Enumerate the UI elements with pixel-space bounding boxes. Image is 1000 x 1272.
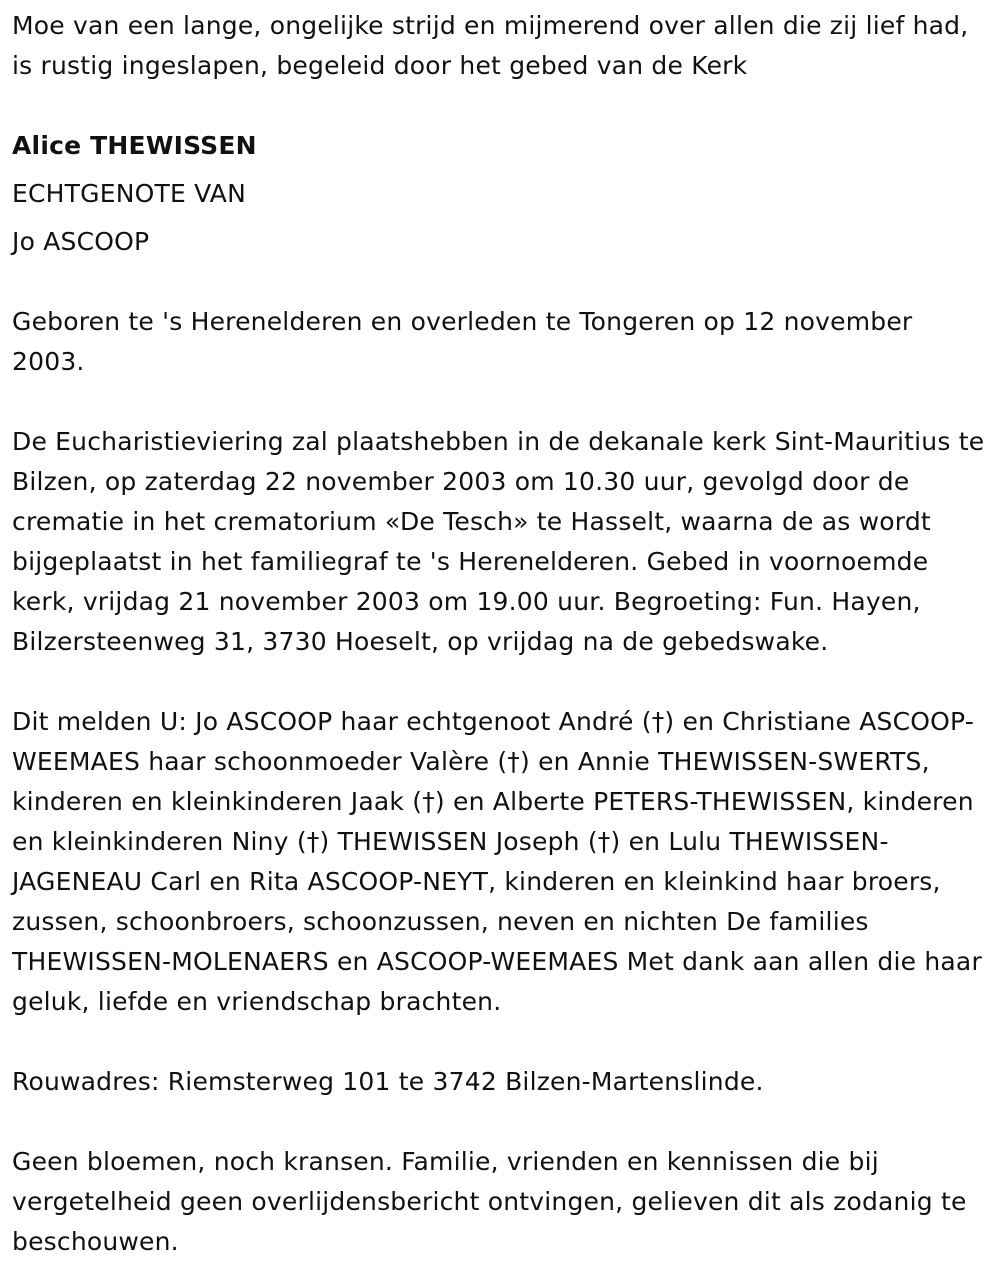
deceased-name: Alice THEWISSEN [12, 131, 257, 160]
mourning-address: Rouwadres: Riemsterweg 101 te 3742 Bilzen-Martenslinde. [12, 1067, 764, 1096]
intro-paragraph: Moe van een lange, ongelijke strijd en mijmerend over allen die zij lief had, is rustig ingeslapen, begeleid door het gebed van de Kerk [12, 11, 969, 80]
spouse-name: Jo ASCOOP [12, 227, 150, 256]
relation-label: ECHTGENOTE VAN [12, 179, 246, 208]
flowers-paragraph: Geen bloemen, noch kransen. Familie, vrienden en kennissen die bij vergetelheid geen overlijdensbericht ontvingen, gelieven dit als zodanig te beschouwen. [12, 1147, 967, 1256]
announcers-paragraph: Dit melden U: Jo ASCOOP haar echtgenoot André (†) en Christiane ASCOOP-WEEMAES haar schoonmoeder Valère (†) en Annie THEWISSEN-SWERTS, kinderen en kleinkinderen Jaak (†) en Alberte PETERS-THEWISSEN, kinderen en kleinkinderen Niny (†) THEWISSEN Joseph (†) en Lulu THEWISSEN-JAGENEAU Carl en Rita ASCOOP-NEYT, kinderen en kleinkind haar broers, zussen, schoonbroers, schoonzussen, neven en nichten De families THEWISSEN-MOLENAERS en ASCOOP-WEEMAES Met dank aan allen die haar geluk, liefde en vriendschap brachten. [12, 707, 982, 1016]
birth-death-paragraph: Geboren te 's Herenelderen en overleden te Tongeren op 12 november 2003. [12, 307, 913, 376]
ceremony-paragraph: De Eucharistieviering zal plaatshebben in de dekanale kerk Sint-Mauritius te Bilzen, op zaterdag 22 november 2003 om 10.30 uur, gevolgd door de crematie in het crematorium «De Tesch» te Hasselt, waarna de as wordt bijgeplaatst in het familiegraf te 's Herenelderen. Gebed in voornoemde kerk, vrijdag 21 november 2003 om 19.00 uur. Begroeting: Fun. Hayen, Bilzersteenweg 31, 3730 Hoeselt, op vrijdag na de gebedswake. [12, 427, 985, 656]
